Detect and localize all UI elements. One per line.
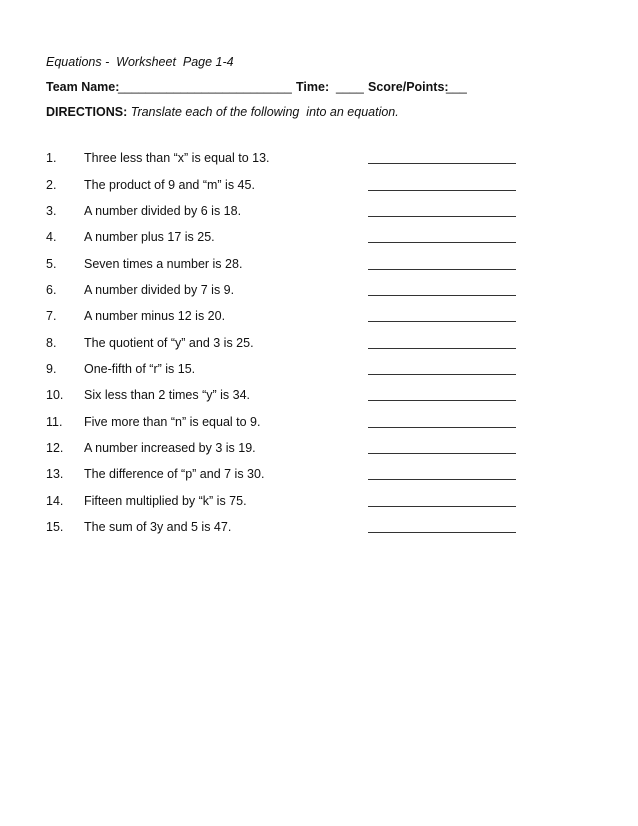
answer-line[interactable]	[368, 467, 516, 480]
question-text: A number divided by 6 is 18.	[84, 204, 242, 218]
directions	[46, 105, 399, 119]
team-name-label: Team Name:	[46, 80, 120, 94]
answer-line[interactable]	[368, 151, 516, 164]
question-text: A number increased by 3 is 19.	[84, 441, 256, 455]
worksheet-title: Equations - Worksheet Page 1-4	[46, 55, 234, 69]
question-row	[46, 362, 526, 380]
question-number: 10.	[46, 388, 64, 402]
question-number: 1.	[46, 151, 57, 165]
question-row	[46, 388, 526, 406]
question-text: Fifteen multiplied by “k” is 75.	[84, 494, 247, 508]
question-row	[46, 467, 526, 485]
question-text: The sum of 3y and 5 is 47.	[84, 520, 232, 534]
time-label: Time:	[296, 80, 330, 94]
question-number: 12.	[46, 441, 64, 455]
question-row	[46, 178, 526, 196]
answer-line[interactable]	[368, 362, 516, 375]
question-text: A number divided by 7 is 9.	[84, 283, 235, 297]
question-text: A number minus 12 is 20.	[84, 309, 226, 323]
answer-line[interactable]	[368, 494, 516, 507]
question-number: 5.	[46, 257, 57, 271]
question-text: The difference of “p” and 7 is 30.	[84, 467, 265, 481]
question-number: 2.	[46, 178, 57, 192]
question-number: 13.	[46, 467, 64, 481]
question-number: 7.	[46, 309, 57, 323]
question-number: 8.	[46, 336, 57, 350]
score-blank: ___	[446, 80, 467, 94]
question-row	[46, 204, 526, 222]
question-row	[46, 230, 526, 248]
question-number: 15.	[46, 520, 64, 534]
question-text: Six less than 2 times “y” is 34.	[84, 388, 251, 402]
answer-line[interactable]	[368, 257, 516, 270]
question-number: 9.	[46, 362, 57, 376]
question-row	[46, 283, 526, 301]
question-row	[46, 151, 526, 169]
answer-line[interactable]	[368, 336, 516, 349]
answer-line[interactable]	[368, 204, 516, 217]
question-text: Seven times a number is 28.	[84, 257, 243, 271]
answer-line[interactable]	[368, 178, 516, 191]
question-number: 6.	[46, 283, 57, 297]
question-row	[46, 441, 526, 459]
question-text: Three less than “x” is equal to 13.	[84, 151, 270, 165]
question-number: 4.	[46, 230, 57, 244]
score-label: Score/Points:	[368, 80, 449, 94]
question-number: 11.	[46, 415, 63, 429]
question-row	[46, 520, 526, 538]
question-text: A number plus 17 is 25.	[84, 230, 215, 244]
question-row	[46, 257, 526, 275]
question-number: 14.	[46, 494, 64, 508]
directions-text: Translate each of the following into an equation.	[130, 105, 399, 119]
question-text: The quotient of “y” and 3 is 25.	[84, 336, 254, 350]
answer-line[interactable]	[368, 441, 516, 454]
answer-line[interactable]	[368, 309, 516, 322]
answer-line[interactable]	[368, 388, 516, 401]
question-row	[46, 309, 526, 327]
question-text: Five more than “n” is equal to 9.	[84, 415, 261, 429]
directions-label: DIRECTIONS:	[46, 105, 128, 119]
answer-line[interactable]	[368, 415, 516, 428]
question-row	[46, 415, 526, 433]
answer-line[interactable]	[368, 520, 516, 533]
question-text: The product of 9 and “m” is 45.	[84, 178, 255, 192]
question-number: 3.	[46, 204, 57, 218]
answer-line[interactable]	[368, 283, 516, 296]
question-row	[46, 494, 526, 512]
question-text: One-fifth of “r” is 15.	[84, 362, 196, 376]
answer-line[interactable]	[368, 230, 516, 243]
time-blank: ____	[336, 80, 364, 94]
question-row	[46, 336, 526, 354]
team-name-blank: _________________________	[118, 80, 292, 94]
